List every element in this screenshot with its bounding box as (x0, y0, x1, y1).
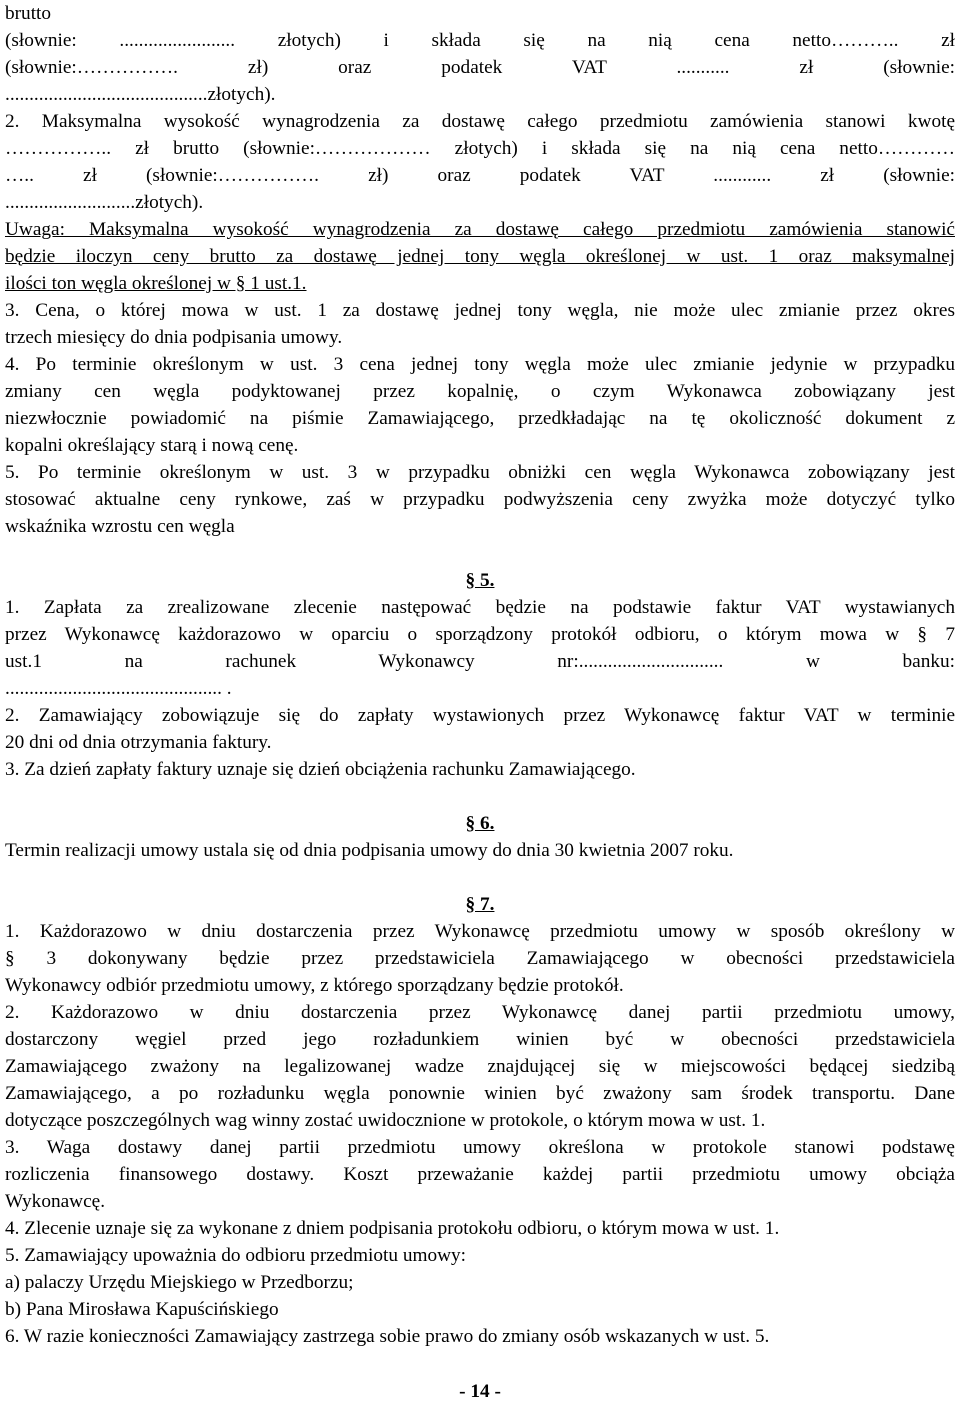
text-line: 1. Zapłata za zrealizowane zlecenie następować będzie na podstawie faktur VAT wystawianych (5, 597, 955, 618)
note-line: ilości ton węgla określonej w § 1 ust.1. (5, 273, 307, 294)
text-line: 2. Zamawiający zobowiązuje się do zapłaty wystawionych przez Wykonawcę faktur VAT w terminie (5, 705, 955, 726)
text-line: 3. Cena, o której mowa w ust. 1 za dostawę jednej tony węgla, nie może ulec zmianie przez okres (5, 300, 955, 321)
text-line: 2. Maksymalna wysokość wynagrodzenia za dostawę całego przedmiotu zamówienia stanowi kwotę (5, 111, 955, 132)
text-line: 5. Zamawiający upoważnia do odbioru przedmiotu umowy: (5, 1245, 467, 1266)
text-line: 3. Waga dostawy danej partii przedmiotu umowy określona w protokole stanowi podstawę (5, 1137, 955, 1158)
text-line: Wykonawcę. (5, 1191, 106, 1212)
note-block (5, 216, 955, 297)
text-line: Wykonawcy odbiór przedmiotu umowy, z którego sporządzany będzie protokół. (5, 975, 624, 996)
section-4-continuation (5, 0, 955, 216)
text-line: kopalni określający starą i nową cenę. (5, 435, 299, 456)
text-line: 2. Każdorazowo w dniu dostarczenia przez Wykonawcę danej partii przedmiotu umowy, (5, 1002, 955, 1023)
section-4-points (5, 297, 955, 540)
text-line: b) Pana Mirosława Kapuścińskiego (5, 1299, 279, 1320)
text-line: ..........................................złotych). (5, 84, 276, 105)
text-line: dostarczony węgiel przed jego rozładunkiem winien być w obecności przedstawiciela (5, 1029, 955, 1050)
text-line: (słownie:……………. zł) oraz podatek VAT ........... zł (słownie: (5, 57, 955, 78)
section-heading-text: § 7. (465, 894, 495, 915)
section-5 (5, 567, 955, 783)
text-line: 5. Po terminie określonym w ust. 3 w przypadku obniżki cen węgla Wykonawca zobowiązany jest (5, 462, 955, 483)
text-line: przez Wykonawcę każdorazowo w oparciu o sporządzony protokół odbioru, o którym mowa w § 7 (5, 624, 955, 645)
text-line: § 3 dokonywany będzie przez przedstawiciela Zamawiającego w obecności przedstawiciela (5, 948, 955, 969)
text-line: Zamawiającego, a po rozładunku węgla ponownie winien być zważony sam środek transportu. Dane (5, 1083, 955, 1104)
text-line: ............................................. . (5, 678, 232, 699)
section-6 (5, 810, 955, 864)
note-line: Uwaga: Maksymalna wysokość wynagrodzenia za dostawę całego przedmiotu zamówienia stanowić (5, 219, 955, 240)
section-heading (5, 891, 955, 918)
text-line: ust.1 na rachunek Wykonawcy nr:.............................. w banku: (5, 651, 955, 672)
spacer (5, 783, 955, 810)
text-line: dotyczące poszczególnych wag winny zostać uwidocznione w protokole, o którym mowa w ust. 1. (5, 1110, 766, 1131)
text-line: (słownie: ........................ złotych) i składa się na nią cena netto……….. zł (5, 30, 955, 51)
text-line: niezwłocznie powiadomić na piśmie Zamawiającego, przedkładając na tę okoliczność dokument z (5, 408, 955, 429)
text-line: 4. Zlecenie uznaje się za wykonane z dniem podpisania protokołu odbioru, o którym mowa w ust. 1. (5, 1218, 780, 1239)
document-page (5, 0, 955, 1350)
text-line: a) palaczy Urzędu Miejskiego w Przedborzu; (5, 1272, 354, 1293)
text-line: ...........................złotych). (5, 192, 204, 213)
text-line: …………….. zł brutto (słownie:……………… złotych) i składa się na nią cena netto………… (5, 138, 955, 159)
text-line: ….. zł (słownie:……………. zł) oraz podatek VAT ............ zł (słownie: (5, 165, 955, 186)
section-heading-text: § 6. (465, 813, 495, 834)
text-line: brutto (5, 3, 52, 24)
text-line: 4. Po terminie określonym w ust. 3 cena jednej tony węgla może ulec zmianie jedynie w przypadku (5, 354, 955, 375)
spacer (5, 540, 955, 567)
text-line: stosować aktualne ceny rynkowe, zaś w przypadku podwyższenia ceny zwyżka może dotyczyć tylko (5, 489, 955, 510)
page-number: - 14 - (459, 1381, 501, 1402)
section-heading (5, 567, 955, 594)
section-heading (5, 810, 955, 837)
text-line: rozliczenia finansowego dostawy. Koszt przeważanie każdej partii przedmiotu umowy obciąża (5, 1164, 955, 1185)
section-7 (5, 891, 955, 1350)
spacer (5, 864, 955, 891)
text-line: wskaźnika wzrostu cen węgla (5, 516, 235, 537)
text-line: zmiany cen węgla podyktowanej przez kopalnię, o czym Wykonawca zobowiązany jest (5, 381, 955, 402)
note-line: będzie iloczyn ceny brutto za dostawę jednej tony węgla określonej w ust. 1 oraz maksymalnej (5, 246, 955, 267)
text-line: trzech miesięcy do dnia podpisania umowy. (5, 327, 343, 348)
text-line: 1. Każdorazowo w dniu dostarczenia przez Wykonawcę przedmiotu umowy w sposób określony w (5, 921, 955, 942)
text-line: 3. Za dzień zapłaty faktury uznaje się dzień obciążenia rachunku Zamawiającego. (5, 759, 636, 780)
section-heading-text: § 5. (465, 570, 495, 591)
text-line: 6. W razie konieczności Zamawiający zastrzega sobie prawo do zmiany osób wskazanych w ust. 5. (5, 1326, 770, 1347)
text-line: Zamawiającego zważony na legalizowanej wadze znajdującej się w miejscowości będącej siedzibą (5, 1056, 955, 1077)
text-line: Termin realizacji umowy ustala się od dnia podpisania umowy do dnia 30 kwietnia 2007 roku. (5, 840, 734, 861)
text-line: 20 dni od dnia otrzymania faktury. (5, 732, 272, 753)
